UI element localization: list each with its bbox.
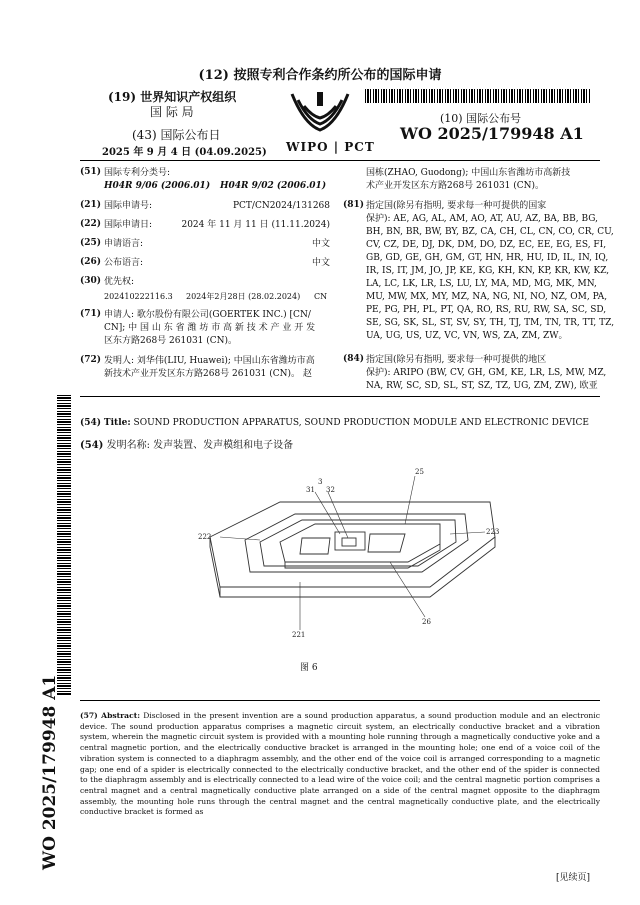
- side-pub-no: WO 2025/179948 A1: [40, 674, 60, 870]
- org-bureau: 国 际 局: [150, 105, 194, 119]
- figure-6: [190, 462, 510, 642]
- designated-regional: [366, 354, 607, 393]
- ref-222: 222: [198, 533, 212, 541]
- divider: [80, 160, 600, 161]
- designated-national-line: LA, LC, LK, LR, LS, LU, LY, MA, MD, MG, MK, MN,: [366, 279, 597, 289]
- designated-regional-line: 保护): ARIPO (BW, CV, GH, GM, KE, LR, LS, MW, MZ,: [366, 368, 607, 378]
- field-num: (81): [343, 200, 365, 210]
- field-num: (22): [80, 219, 102, 229]
- designated-national: [366, 200, 615, 343]
- field-num: (30): [80, 276, 102, 286]
- pub-date: 2025 年 9 月 4 日 (04.09.2025): [102, 147, 267, 158]
- designated-national-line: SE, SG, SK, SL, ST, SV, SY, TH, TJ, TM, TN, TR, TT, TZ,: [366, 318, 615, 328]
- pub-lang: 中文: [311, 258, 330, 268]
- document-title: (12) 按照专利合作条约所公布的国际申请: [198, 68, 442, 83]
- field-num: (51): [80, 167, 102, 177]
- ref-25: 25: [415, 468, 424, 476]
- figure-caption: 图 6: [300, 663, 318, 673]
- filing-lang: 中文: [311, 239, 330, 249]
- continued-note: [见续页]: [556, 873, 591, 883]
- divider: [80, 396, 600, 397]
- designated-national-line: 保护): AE, AG, AL, AM, AO, AT, AU, AZ, BA, BB, BG,: [366, 214, 598, 224]
- inventor-line: 新技术产业开发区东方路268号 261031 (CN)。 赵: [104, 369, 312, 379]
- field-num: (21): [80, 200, 102, 210]
- ref-3: 3: [318, 478, 323, 486]
- app-date: 2024 年 11 月 11 日 (11.11.2024): [181, 220, 330, 230]
- field-num: (84): [343, 354, 365, 364]
- applicant-line: 区东方路268号 261031 (CN)。: [104, 336, 238, 346]
- field-num: (71): [80, 309, 102, 319]
- designated-national-line: PE, PG, PH, PL, PT, QA, RO, RS, RU, RW, SA, SC, SD,: [366, 305, 607, 315]
- ipc-value-2: H04R 9/02 (2006.01): [220, 181, 327, 191]
- ref-221: 221: [292, 631, 306, 639]
- inventor-cont-line: 国栋(ZHAO, Guodong); 中国山东省潍坊市高新技: [366, 168, 571, 178]
- ref-32: 32: [326, 486, 335, 494]
- pub-date-label: (43) 国际公布日: [132, 128, 221, 142]
- priority-number: 202410222116.3: [104, 292, 173, 301]
- inventor-line: 发明人: 刘华伟(LIU, Huawei); 中国山东省潍坊市高: [104, 356, 315, 366]
- app-no-label: 国际申请号:: [104, 201, 153, 211]
- pub-lang-label: 公布语言:: [104, 258, 144, 268]
- priority-country: CN: [314, 292, 328, 301]
- designated-regional-line: NA, RW, SC, SD, SL, ST, SZ, TZ, UG, ZM, ZW), 欧亚: [366, 381, 598, 391]
- applicant-line: CN]; 中 国 山 东 省 潍 坊 市 高 新 技 术 产 业 开 发: [104, 323, 316, 333]
- field-num: (25): [80, 238, 102, 248]
- ref-31: 31: [306, 486, 315, 494]
- designated-national-line: IR, IS, IT, JM, JO, JP, KE, KG, KH, KN, KP, KR, KW, KZ,: [366, 266, 610, 276]
- field-num: (72): [80, 355, 102, 365]
- app-no: PCT/CN2024/131268: [232, 201, 330, 211]
- title-en: (54) Title: SOUND PRODUCTION APPARATUS, SOUND PRODUCTION MODULE AND ELECTRONIC DEVICE: [80, 418, 589, 428]
- designated-regional-line: 指定国(除另有指明, 要求每一种可提供的地区: [366, 355, 547, 365]
- ipc-label: 国际专利分类号:: [104, 168, 171, 178]
- pub-no: WO 2025/179948 A1: [400, 124, 584, 143]
- app-date-label: 国际申请日:: [104, 220, 153, 230]
- ref-223: 223: [486, 528, 500, 536]
- pub-no-label: (10) 国际公布号: [440, 112, 522, 125]
- priority-date: 2024年2月28日 (28.02.2024): [186, 292, 301, 301]
- field-num: (26): [80, 257, 102, 267]
- side-barcode: [57, 395, 71, 695]
- designated-national-line: CV, CZ, DE, DJ, DK, DM, DO, DZ, EC, EE, EG, ES, FI,: [366, 240, 607, 250]
- ipc-value-1: H04R 9/06 (2006.01): [104, 181, 211, 191]
- filing-lang-label: 申请语言:: [104, 239, 144, 249]
- title-zh: (54) 发明名称: 发声装置、发声模组和电子设备: [80, 440, 294, 451]
- abstract: (57) Abstract: Disclosed in the present invention are a sound production apparatus, a sound production module and an electronic device. The sound production apparatus comprises a magnetic circuit system, an electrically conductive bracket and a vibration system, wherein the magnetic circuit system is provided with a mounting hole running through a magnetically conductive yoke and a central magnetic portion, and the electrically conductive bracket is arranged in the mounting hole; one end of a voice coil of the vibration system is connected to a diaphragm assembly, and the other end of the voice coil is arranged corresponding to a magnetic gap; one end of a spider is electrically connected to the electrically conductive bracket, and the other end of the spider is connected to the diaphragm assembly and is electrically connected to a lead wire of the voice coil; and the central magnetic portion comprises a central magnet and a central magnetically conductive plate arranged on a side of the central magnet opposite to the diaphragm assembly, the mounting hole runs through the central magnet and the central magnetically conductive plate, and the electrically conductive bracket is formed as: [80, 711, 600, 817]
- applicant-line: 申请人: 歌尔股份有限公司(GOERTEK INC.) [CN/: [104, 310, 311, 320]
- designated-national-line: 指定国(除另有指明, 要求每一种可提供的国家: [366, 201, 547, 211]
- ref-26: 26: [422, 618, 431, 626]
- designated-national-line: GB, GD, GE, GH, GM, GT, HN, HR, HU, ID, IL, IN, IQ,: [366, 253, 609, 263]
- designated-national-line: MU, MW, MX, MY, MZ, NA, NG, NI, NO, NZ, OM, PA,: [366, 292, 608, 302]
- designated-national-line: UA, UG, US, UZ, VC, VN, WS, ZA, ZM, ZW。: [366, 331, 568, 341]
- divider: [80, 700, 600, 701]
- barcode: [365, 89, 590, 103]
- logo-text: WIPO | PCT: [286, 140, 375, 154]
- inventor-cont-line: 术产业开发区东方路268号 261031 (CN)。: [366, 181, 545, 191]
- priority-label: 优先权:: [104, 277, 135, 287]
- org-name: (19) 世界知识产权组织: [108, 90, 237, 104]
- designated-national-line: BH, BN, BR, BW, BY, BZ, CA, CH, CL, CN, CO, CR, CU,: [366, 227, 614, 237]
